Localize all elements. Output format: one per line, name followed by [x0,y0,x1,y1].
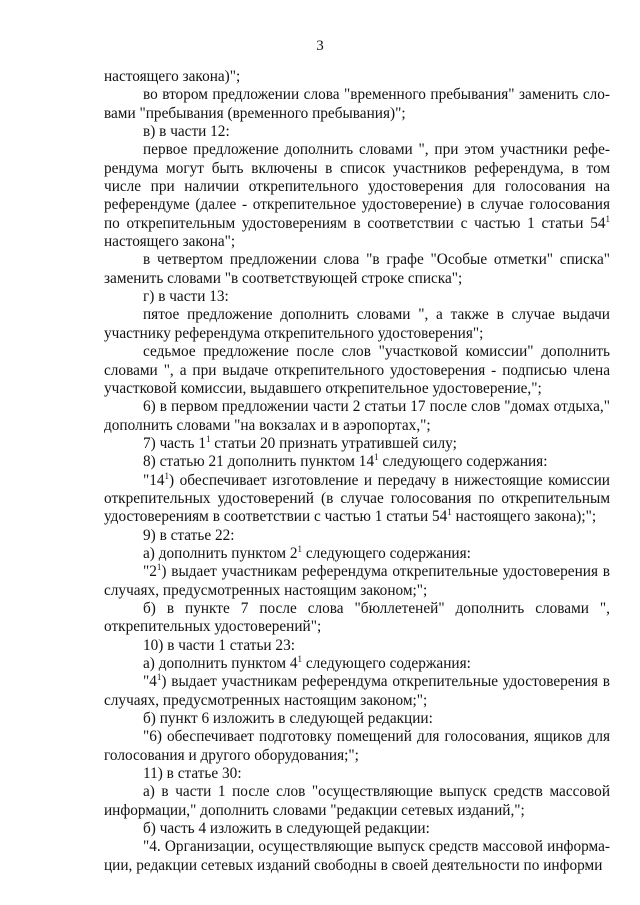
superscript: 1 [605,213,610,224]
paragraph [104,655,610,673]
superscript: 1 [297,654,303,664]
text-segment: 10) в части 1 статьи 23: [143,636,295,654]
paragraph [104,783,610,820]
paragraph [104,398,610,435]
text-segment: седьмое предложение после слов "участковой комиссии" дополнить словами ", а при выдаче открепительного удостоверения - подписью члена участковой комиссии, выдавшего открепительное удостоверение,"; [104,343,610,397]
text-segment: б) в пункте 7 после слова "бюллетеней" дополнить словами ", открепительных удостоверений"; [104,599,610,636]
text-segment: во втором предложении слова "временного пребывания" заменить словами "пребывания (временного пребывания)"; [104,86,610,122]
superscript: 1 [297,543,303,554]
text-segment: "6) обеспечивает подготовку помещений для голосования, ящиков для голосования и другого оборудования;"; [104,728,610,764]
text-segment: следующего содержания: [378,453,548,471]
text-segment: 7) часть 1 [143,434,206,452]
text-segment: следующего содержания: [302,544,471,562]
paragraph [104,563,610,600]
text-segment: "2 [143,563,157,581]
paragraph [104,637,610,655]
text-segment: б) пункт 6 изложить в следующей редакции: [143,710,433,728]
text-segment: "4. Организации, осуществляющие выпуск средств массовой информации, редакции сетевых изданий свободны в своей деятельности по информи [104,838,610,874]
paragraph [104,435,610,453]
paragraph [104,545,610,563]
paragraph [104,673,610,710]
paragraph [104,288,610,306]
text-segment: настоящего закона);"; [451,508,597,526]
text-segment: 9) в статье 22: [143,526,235,544]
text-segment: б) часть 4 изложить в следующей редакции: [143,820,430,838]
paragraph [104,306,610,343]
text-segment: "4 [143,673,157,691]
paragraph [104,123,610,141]
paragraph [104,710,610,728]
text-segment: 8) статью 21 дополнить пунктом 14 [143,453,375,471]
text-segment: а) в части 1 после слов "осуществляющие выпуск средств массовой информации," дополнить словами "редакции сетевых изданий,"; [104,783,610,819]
superscript: 1 [156,562,162,573]
superscript: 1 [156,672,162,683]
text-segment: 6) в первом предложении части 2 статьи 17 после слов "домах отдыха," дополнить словами "на вокзалах и в аэропортах,"; [104,398,610,434]
paragraph [104,728,610,765]
text-segment: а) дополнить пунктом 2 [143,544,298,562]
paragraph [104,68,610,86]
paragraph [104,343,610,398]
paragraph [104,141,610,251]
superscript: 1 [205,433,211,444]
text-segment: настоящего закона)"; [104,68,241,85]
text-segment: 11) в статье 30: [143,765,242,783]
text-segment: ) выдает участникам референдума открепительные удостоверения в случаях, предусмотренных настоящим законом;"; [104,563,610,599]
text-segment: ) обеспечивает изготовление и передачу в нижестоящие комиссии открепительных удостоверений (в случае голосования по открепительным удостоверениям в соответствии с частью 1 статьи 54 [104,471,610,526]
text-segment: в) в части 12: [143,123,230,141]
paragraph [104,600,610,637]
text-segment: г) в части 13: [143,288,229,306]
paragraph [104,251,610,288]
text-segment: статьи 20 признать утратившей силу; [210,434,457,452]
superscript: 1 [447,507,452,518]
paragraph [104,765,610,783]
superscript: 1 [164,470,170,481]
text-segment: "14 [143,471,165,489]
paragraph [104,86,610,123]
paragraph [104,453,610,471]
text-segment: ) выдает участникам референдума открепительные удостоверения в случаях, предусмотренных настоящим законом;"; [104,673,610,709]
paragraph [104,472,610,527]
text-segment: следующего содержания: [302,655,471,672]
document-body [104,68,610,875]
paragraph [104,820,610,838]
text-segment: первое предложение дополнить словами ", при этом участники референдума могут быть включены в список участников референдума, в том числе при наличии открепительного удостоверения для голосования на референдуме (далее - открепительное удостоверение) в случае голосования по открепительным удостоверениям в соответствии с частью 1 статьи 54 [104,141,610,232]
page-number: 3 [316,38,324,54]
text-segment: пятое предложение дополнить словами ", а также в случае выдачи участнику референдума открепительного удостоверения"; [104,306,610,342]
text-segment: в четвертом предложении слова "в графе "Особые отметки" списка" заменить словами "в соответствующей строке списка"; [104,251,610,287]
paragraph [104,527,610,545]
superscript: 1 [374,452,379,463]
text-segment: настоящего закона"; [104,233,236,251]
text-segment: а) дополнить пунктом 4 [143,655,298,672]
paragraph [104,838,610,875]
